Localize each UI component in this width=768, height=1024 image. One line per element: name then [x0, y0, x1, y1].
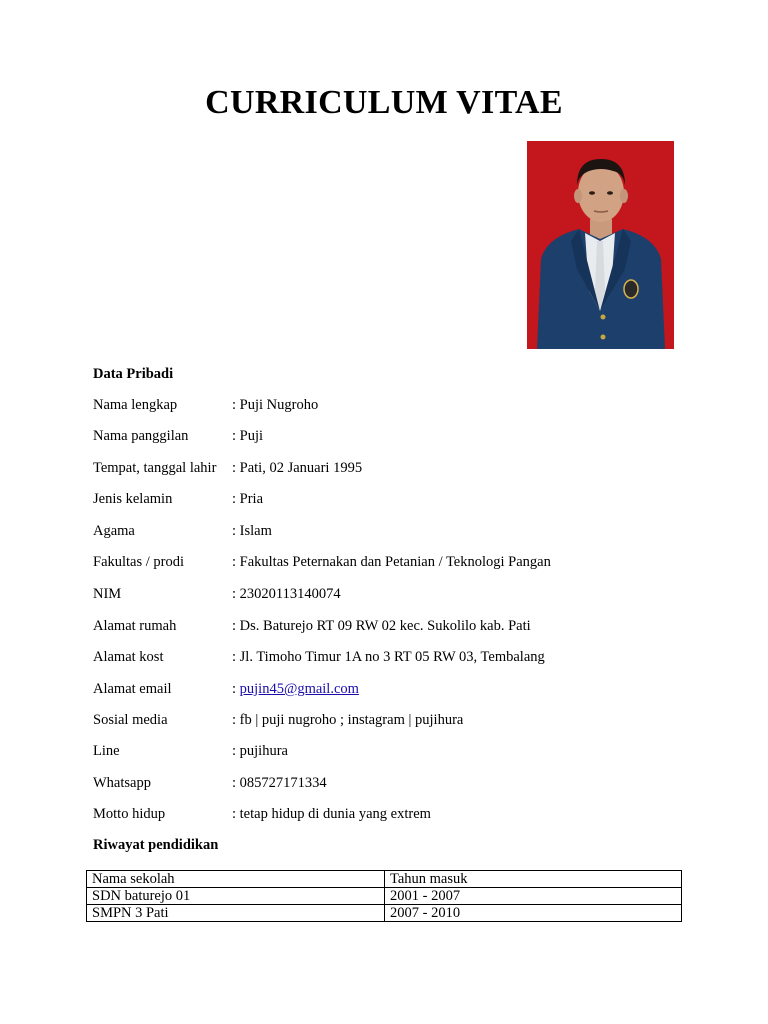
row-label: Nama panggilan [93, 428, 189, 444]
row-email [93, 679, 359, 699]
row-value: : Jl. Timoho Timur 1A no 3 RT 05 RW 03, Tembalang [232, 649, 545, 665]
row-boarding-address [93, 647, 545, 667]
row-label: Jenis kelamin [93, 491, 173, 507]
table-cell: SMPN 3 Pati [87, 905, 385, 922]
row-faculty [93, 552, 551, 572]
row-whatsapp [93, 773, 327, 793]
row-value: : Puji Nugroho [232, 397, 319, 413]
row-label: Line [93, 743, 120, 759]
profile-photo [527, 141, 674, 349]
education-heading: Riwayat pendidikan [93, 837, 219, 853]
row-value: : Ds. Baturejo RT 09 RW 02 kec. Sukolilo kab. Pati [232, 618, 531, 634]
row-value: : 085727171334 [232, 775, 327, 791]
table-header-row [87, 871, 682, 888]
row-nickname [93, 426, 263, 446]
row-value [232, 679, 359, 699]
row-value: : tetap hidup di dunia yang extrem [232, 806, 431, 822]
row-value: : Pati, 02 Januari 1995 [232, 460, 363, 476]
row-label: Sosial media [93, 712, 168, 728]
table-row [87, 888, 682, 905]
row-full-name [93, 395, 318, 415]
row-value: : 23020113140074 [232, 586, 341, 602]
row-label: Agama [93, 523, 135, 539]
row-value: : Pria [232, 491, 264, 507]
personal-data-heading: Data Pribadi [93, 366, 174, 382]
row-religion [93, 521, 272, 541]
row-value: : fb | puji nugroho ; instagram | pujihura [232, 712, 464, 728]
row-label: Nama lengkap [93, 397, 178, 413]
table-row [87, 905, 682, 922]
portrait-photo-icon [527, 141, 674, 349]
row-nim [93, 584, 341, 604]
table-cell: 2007 - 2010 [385, 905, 682, 922]
row-label: Fakultas / prodi [93, 554, 185, 570]
row-gender [93, 489, 263, 509]
row-home-address [93, 616, 531, 636]
row-motto [93, 804, 431, 824]
email-link[interactable]: pujin45@gmail.com [239, 681, 359, 697]
row-label: Whatsapp [93, 775, 151, 791]
row-label: Tempat, tanggal lahir [93, 460, 217, 476]
row-label: Alamat email [93, 681, 172, 697]
row-value: : Fakultas Peternakan dan Petanian / Teknologi Pangan [232, 554, 551, 570]
row-label: Motto hidup [93, 806, 166, 822]
row-label: Alamat kost [93, 649, 164, 665]
page-title: CURRICULUM VITAE [205, 84, 563, 121]
education-table [86, 870, 682, 922]
row-birth [93, 458, 362, 478]
table-header-cell: Tahun masuk [385, 871, 682, 888]
row-value: : Islam [232, 523, 272, 539]
row-label: NIM [93, 586, 122, 602]
table-header-cell: Nama sekolah [87, 871, 385, 888]
row-line [93, 741, 288, 761]
row-value: : Puji [232, 428, 264, 444]
email-prefix: : [232, 681, 240, 697]
row-value: : pujihura [232, 743, 288, 759]
row-social-media [93, 710, 463, 730]
row-label: Alamat rumah [93, 618, 177, 634]
table-cell: 2001 - 2007 [385, 888, 682, 905]
table-cell: SDN baturejo 01 [87, 888, 385, 905]
